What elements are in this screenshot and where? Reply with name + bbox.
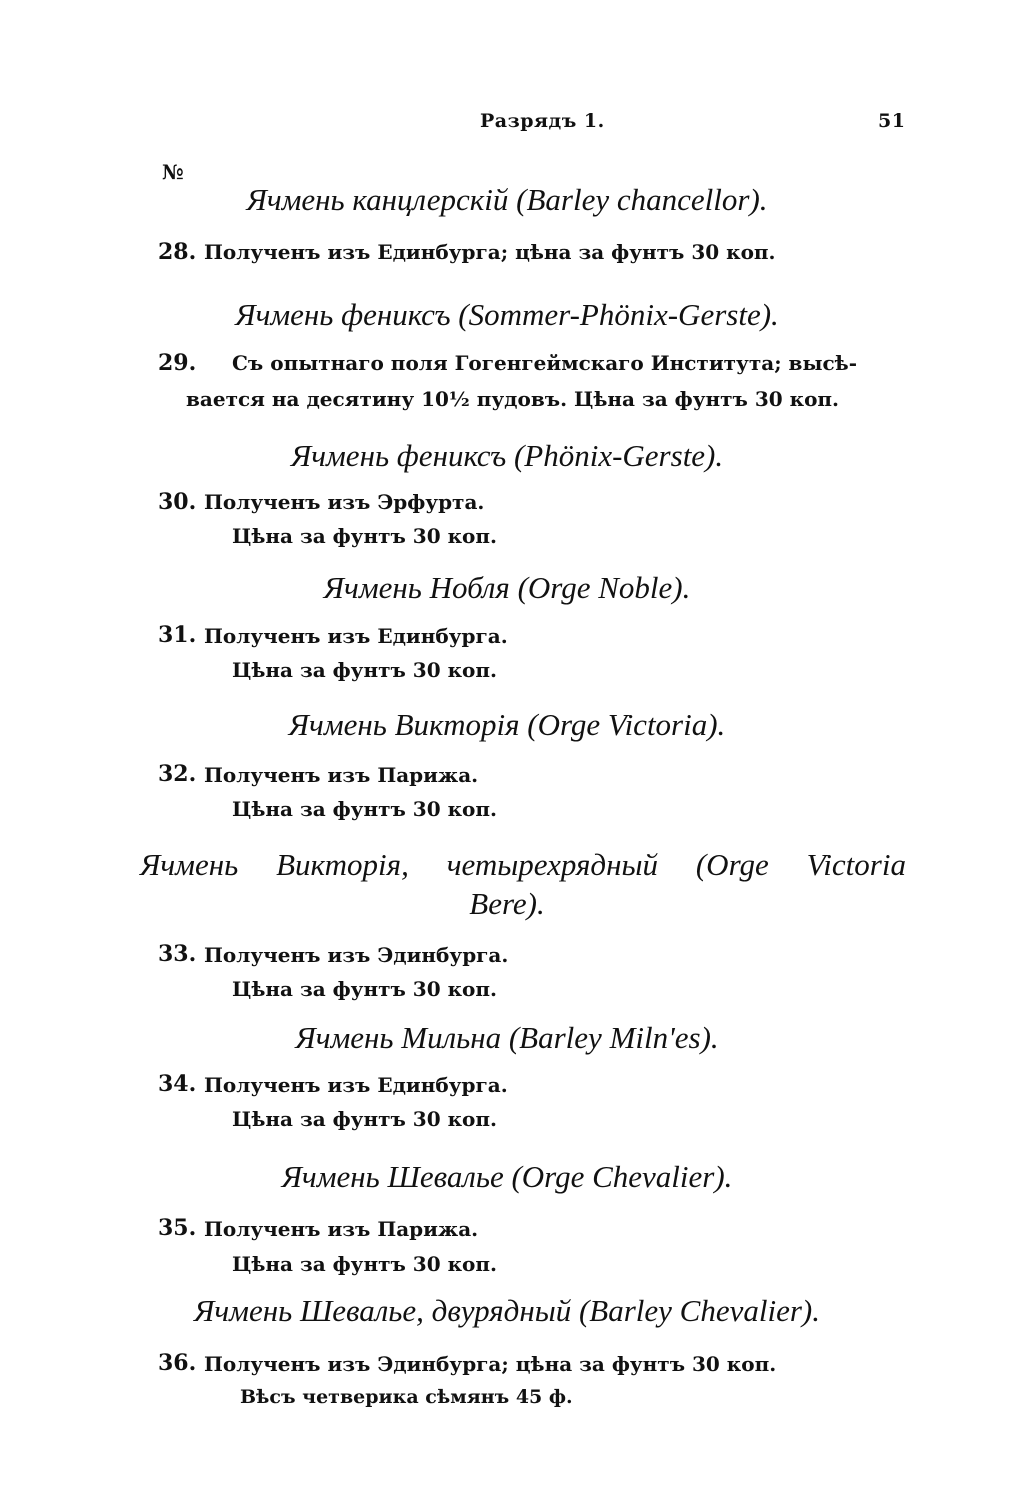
entry-heading: Ячмень Нобля (Orge Noble). bbox=[323, 570, 691, 605]
entry-heading: Ячмень канцлерскій (Barley chancellor). bbox=[246, 182, 768, 217]
entry-line: Полученъ изъ Единбурга; цѣна за фунтъ 30 коп. bbox=[204, 240, 776, 264]
entry-number: 32. bbox=[158, 761, 197, 787]
entry-line: Полученъ изъ Эдинбурга. bbox=[204, 943, 509, 967]
entry-heading: Ячмень фениксъ (Phönix-Gerste). bbox=[290, 438, 724, 473]
entry-line: Вѣсъ четверика сѣмянъ 45 ф. bbox=[240, 1386, 573, 1408]
entry-number: 33. bbox=[158, 941, 197, 967]
entry-number: 28. bbox=[158, 239, 197, 265]
entry-number: 29. bbox=[158, 350, 197, 376]
entry-line: Цѣна за фунтъ 30 коп. bbox=[232, 658, 497, 682]
entry-heading: Ячмень Шевалье (Orge Chevalier). bbox=[281, 1159, 733, 1194]
entry-line: Цѣна за фунтъ 30 коп. bbox=[232, 1252, 497, 1276]
entry-heading: Ячмень Шевалье, двурядный (Barley Chevalier). bbox=[194, 1293, 820, 1328]
entry-line: Цѣна за фунтъ 30 коп. bbox=[232, 977, 497, 1001]
entry-line: Цѣна за фунтъ 30 коп. bbox=[232, 1107, 497, 1131]
entry-number: 34. bbox=[158, 1071, 197, 1097]
entry-line: Полученъ изъ Парижа. bbox=[204, 763, 479, 787]
number-sign: № bbox=[162, 160, 184, 184]
entry-line: Полученъ изъ Эдинбурга; цѣна за фунтъ 30 коп. bbox=[204, 1352, 777, 1376]
entry-heading: Ячмень Викторія (Orge Victoria). bbox=[288, 707, 726, 742]
heading-word: Викторія, bbox=[276, 847, 409, 882]
entry-heading: Ячмень фениксъ (Sommer-Phönix-Gerste). bbox=[235, 297, 779, 332]
page-number: 51 bbox=[878, 110, 906, 132]
entry-number: 31. bbox=[158, 622, 197, 648]
entry-heading-continuation: Bere). bbox=[469, 886, 545, 921]
entry-number: 36. bbox=[158, 1350, 197, 1376]
entry-number: 30. bbox=[158, 489, 197, 515]
heading-word: Ячмень bbox=[140, 847, 239, 882]
entry-line: Полученъ изъ Парижа. bbox=[204, 1217, 479, 1241]
entry-line: вается на десятину 10½ пудовъ. Цѣна за фунтъ 30 коп. bbox=[186, 387, 840, 411]
entry-line: Полученъ изъ Эрфурта. bbox=[204, 490, 485, 514]
entry-line: Съ опытнаго поля Гогенгеймскаго Института; высѣ- bbox=[232, 351, 858, 375]
entry-number: 35. bbox=[158, 1215, 197, 1241]
entry-heading: Ячмень Мильна (Barley Miln'es). bbox=[295, 1020, 719, 1055]
entry-line: Полученъ изъ Единбурга. bbox=[204, 624, 508, 648]
entry-heading bbox=[140, 847, 906, 883]
heading-word: (Orge bbox=[695, 847, 769, 882]
running-header-section: Разрядъ 1. bbox=[480, 110, 605, 132]
heading-word: четырехрядный bbox=[446, 847, 658, 882]
entry-line: Полученъ изъ Единбурга. bbox=[204, 1073, 508, 1097]
entry-line: Цѣна за фунтъ 30 коп. bbox=[232, 524, 497, 548]
heading-word: Victoria bbox=[806, 847, 906, 882]
entry-line: Цѣна за фунтъ 30 коп. bbox=[232, 797, 497, 821]
